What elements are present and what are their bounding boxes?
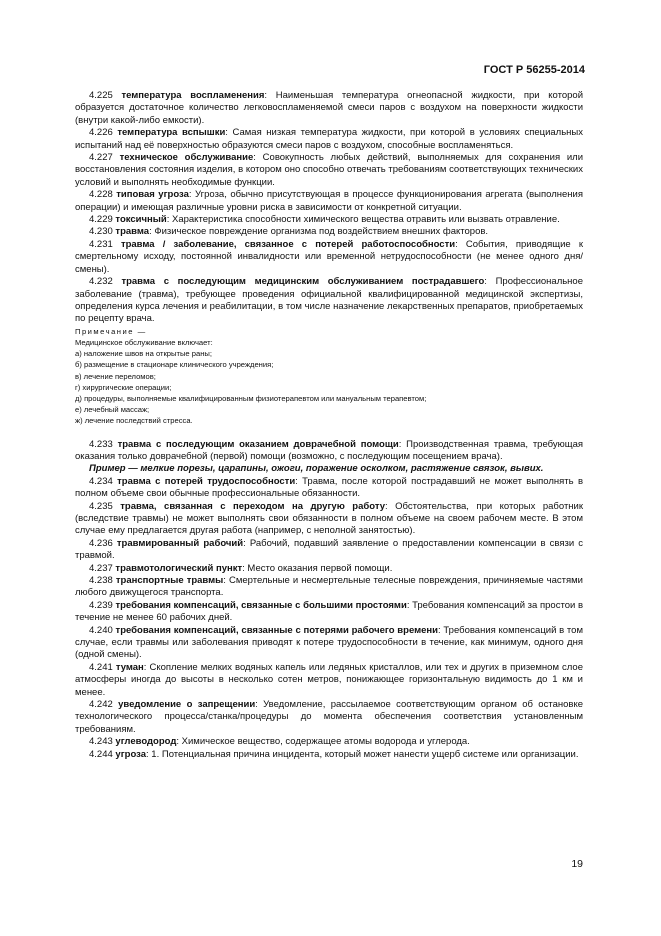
note-line: в) лечение переломов; bbox=[75, 371, 156, 381]
entry-4-232: 4.232 травма с последующим медицинским обслуживанием пострадавшего: Профессиональное заболевание (травма), требующее проведения официальной квалифицированной медицинской экспертизы, определения курса лечения и реабилитации, в том числе назначение лекарственных препаратов, приобретаемых по рецепту врача. bbox=[75, 276, 583, 325]
entry-4-244: 4.244 угроза: 1. Потенциальная причина инцидента, который может нанести ущерб системе или организации. bbox=[89, 748, 579, 760]
note-line: б) размещение в стационаре клинического учреждения; bbox=[75, 360, 274, 370]
term: техническое обслуживание bbox=[119, 152, 254, 164]
document-body bbox=[75, 90, 583, 761]
term: токсичный bbox=[115, 214, 167, 226]
entry-4-241: 4.241 туман: Скопление мелких водяных капель или ледяных кристаллов, или тех и других в приземном слое атмосферы иногда до высоты в несколько сотен метров, понижающее горизонтальную видимость до 1 км и менее. bbox=[75, 661, 583, 698]
entry-4-239: 4.239 требования компенсаций, связанные с большими простоями: Требования компенсаций за простои в течение не менее 60 рабочих дней. bbox=[75, 599, 584, 624]
note-line: ж) лечение последствий стресса. bbox=[75, 416, 193, 426]
document-header: ГОСТ Р 56255-2014 bbox=[483, 64, 585, 76]
term: травма, связанная с переходом на другую работу bbox=[120, 500, 385, 512]
note-line: Медицинское обслуживание включает: bbox=[75, 337, 213, 347]
note-block bbox=[75, 326, 583, 427]
term: травмированный рабочий bbox=[116, 537, 244, 549]
term: травма с потерей трудоспособности bbox=[117, 475, 296, 487]
term: угроза bbox=[115, 748, 147, 760]
entry-4-227: 4.227 техническое обслуживание: Совокупность любых действий, выполняемых для сохранения или восстановления состояния изделия, в котором оно способно отвечать требованиям соответствующих технических условий и выполнять необходимые функции. bbox=[75, 152, 584, 188]
entry-4-229: 4.229 токсичный: Характеристика способности химического вещества отравить или вызвать отравление. bbox=[89, 214, 560, 226]
term: углеводород bbox=[115, 736, 177, 748]
entry-4-226: 4.226 температура вспышки: Самая низкая температура жидкости, при которой в условиях специальных испытаний над её поверхностью образуются смеси паров с воздухом, способные воспламеняться. bbox=[75, 127, 583, 151]
term: требования компенсаций, связанные с потерями рабочего времени bbox=[115, 624, 438, 636]
entry-4-238: 4.238 транспортные травмы: Смертельные и несмертельные телесные повреждения, причиняемые частями любого движущегося транспорта. bbox=[75, 575, 583, 599]
note-line: е) лечебный массаж; bbox=[75, 405, 150, 415]
entry-4-231: 4.231 травма / заболевание, связанное с потерей работоспособности: События, приводящие к смертельному исходу, постоянной инвалидности или временной нетрудоспособности (не менее одного дня/смены). bbox=[75, 238, 583, 275]
entry-4-240: 4.240 требования компенсаций, связанные с потерями рабочего времени: Требования компенсаций в том случае, если травмы или заболевания приводят к потере трудоспособности в течение, как минимум, одного дня (одной смены). bbox=[75, 624, 583, 661]
term: температура воспламенения bbox=[121, 90, 265, 101]
page-number: 19 bbox=[571, 858, 583, 870]
term: травма с последующим оказанием доврачебной помощи bbox=[117, 438, 399, 450]
entry-4-233: 4.233 травма с последующим оказанием доврачебной помощи: Производственная травма, требующая оказания только доврачебной (первой) помощи (возможно, с последующим посещением врача). bbox=[75, 438, 583, 462]
entry-4-228: 4.228 типовая угроза: Угроза, обычно присутствующая в процессе функционирования агрегата (выполнения операции) и имеющая различные уровни риска в зависимости от конкретной ситуации. bbox=[75, 189, 584, 213]
entry-4-237: 4.237 травмотологический пункт: Место оказания первой помощи. bbox=[89, 562, 393, 574]
note-line: д) процедуры, выполняемые квалифицированным физиотерапевтом или мануальным терапевтом; bbox=[75, 393, 427, 403]
term: уведомление о запрещении bbox=[118, 699, 256, 711]
term: транспортные травмы bbox=[115, 575, 224, 587]
term: туман bbox=[115, 661, 144, 673]
entry-4-236: 4.236 травмированный рабочий: Рабочий, подавший заявление о предоставлении компенсации в связи с травмой. bbox=[75, 537, 584, 562]
term: травма с последующим медицинским обслуживанием пострадавшего bbox=[121, 276, 485, 288]
entry-4-234: 4.234 травма с потерей трудоспособности: Травма, после которой пострадавший не может выполнять в полном объеме свои обычные профессиональные обязанности. bbox=[75, 475, 583, 500]
note-line: г) хирургические операции; bbox=[75, 382, 172, 392]
term: требования компенсаций, связанные с большими простоями bbox=[115, 599, 407, 611]
term: типовая угроза bbox=[116, 189, 189, 201]
entry-4-235: 4.235 травма, связанная с переходом на другую работу: Обстоятельства, при которых работник (вследствие травмы) не может выполнять свои обязанности в полном объеме на своем рабочем месте. В этом случае ему предлагается другая работа (например, с неполной занятостью). bbox=[75, 500, 584, 537]
term: травмотологический пункт bbox=[115, 562, 243, 574]
note-line: а) наложение швов на открытые раны; bbox=[75, 349, 212, 359]
entry-4-225: 4.225 температура воспламенения: Наименьшая температура огнеопасной жидкости, при которой образуется достаточное количество легковоспламеняемой смеси паров с воздухом на поверхности жидкости (внутри какой-либо емкости). bbox=[75, 90, 584, 126]
example: Пример — мелкие порезы, царапины, ожоги, поражение осколком, растяжение связок, вывих. bbox=[89, 463, 544, 475]
entry-4-242: 4.242 уведомление о запрещении: Уведомление, рассылаемое соответствующим органом об остановке технологического процесса/станка/процедуры до момента обеспечения соответствия установленным требованиям. bbox=[75, 699, 583, 735]
note-heading: Примечание — bbox=[75, 326, 147, 336]
entry-4-243: 4.243 углеводород: Химическое вещество, содержащее атомы водорода и углерода. bbox=[89, 736, 470, 748]
term: травма bbox=[115, 226, 150, 238]
term: травма / заболевание, связанное с потерей работоспособности bbox=[120, 238, 456, 250]
entry-4-230: 4.230 травма: Физическое повреждение организма под воздействием внешних факторов. bbox=[89, 226, 489, 238]
term: температура вспышки bbox=[117, 127, 226, 139]
